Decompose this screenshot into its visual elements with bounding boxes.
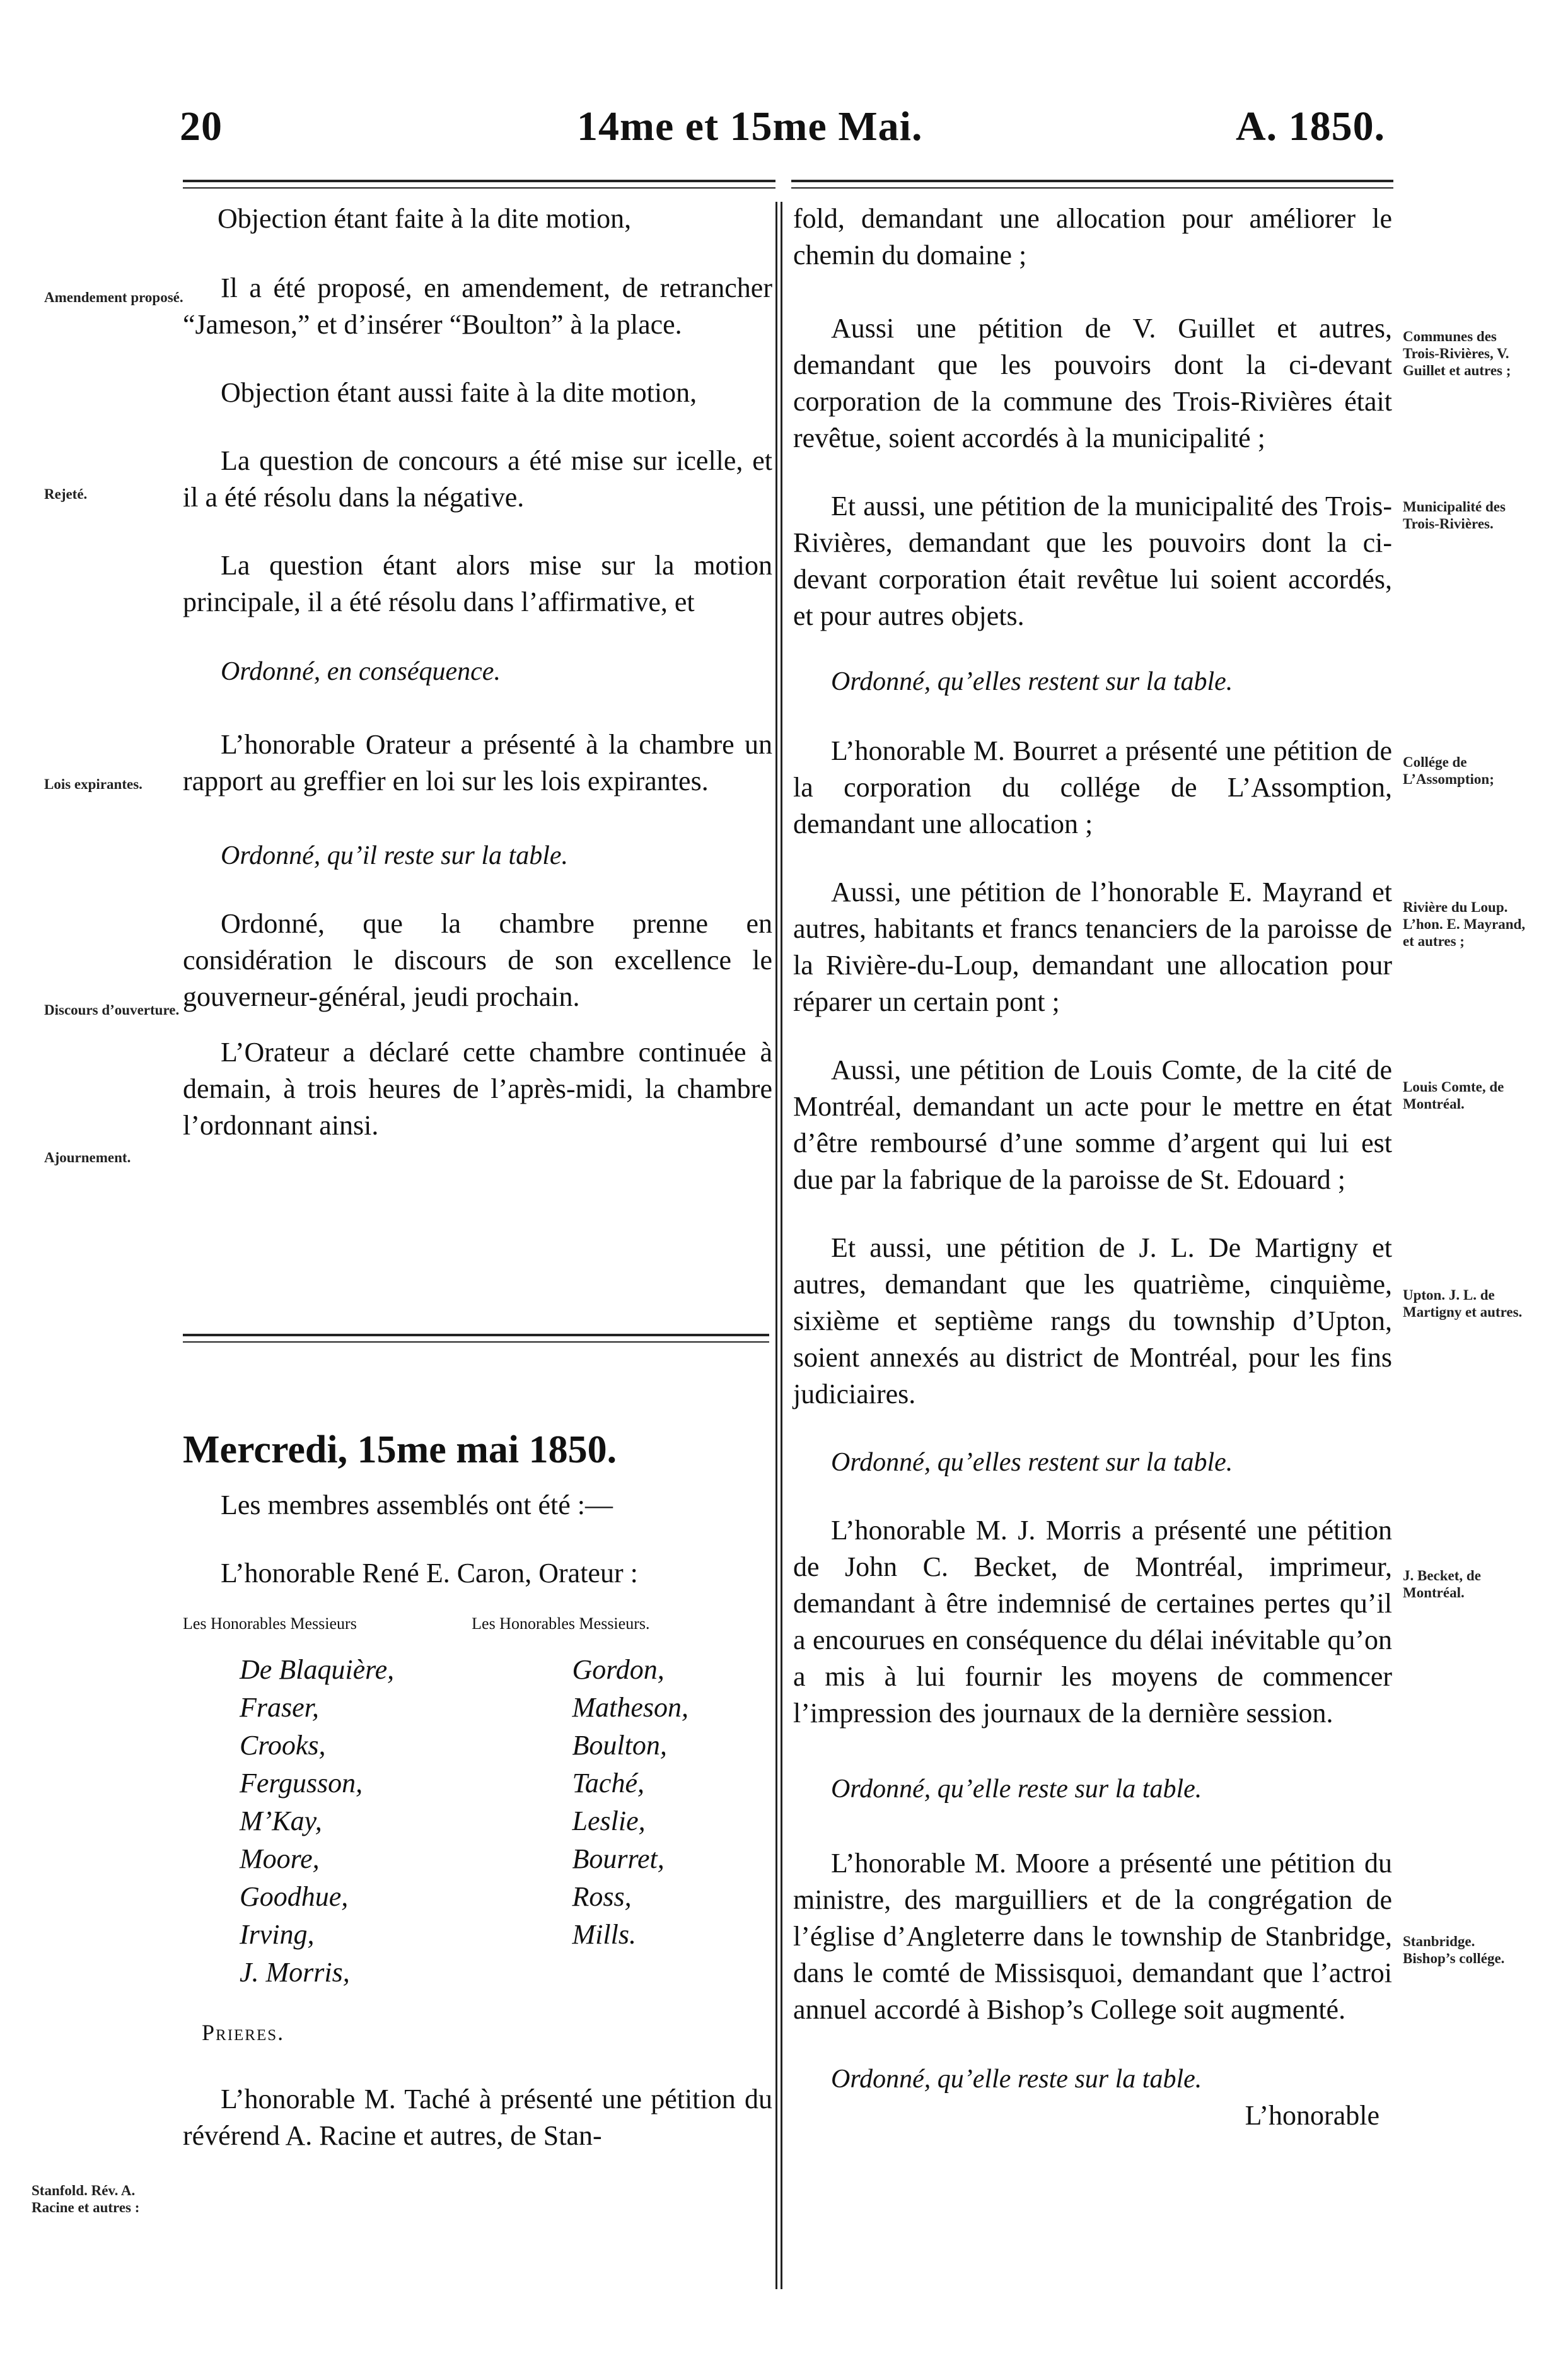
member-name: Leslie, bbox=[572, 1805, 646, 1836]
top-rule-right bbox=[791, 180, 1393, 189]
left-paragraph-13: L’honorable M. Taché à présenté une pétition du révérend A. Racine et autres, de Stan- bbox=[183, 2084, 772, 2151]
member-name: Boulton, bbox=[572, 1730, 667, 1761]
section-rule bbox=[183, 1334, 769, 1343]
members-right-list bbox=[478, 1651, 773, 1992]
page-number: 20 bbox=[180, 103, 223, 149]
member-name: Mills. bbox=[572, 1919, 636, 1950]
left-paragraph-5: La question étant alors mise sur la motion principale, il a été résolu dans l’affirmative, et bbox=[183, 550, 772, 617]
left-paragraph-2: Il a été proposé, en amendement, de retrancher “Jameson,” et d’insérer “Boulton” à la place. bbox=[183, 272, 772, 340]
left-paragraph-4: La question de concours a été mise sur icelle, et il a été résolu dans la négative. bbox=[183, 445, 772, 513]
right-paragraph-4: Ordonné, qu’elles restent sur la table. bbox=[831, 667, 1233, 696]
right-paragraph-8: Et aussi, une pétition de J. L. De Martigny et autres, demandant que les quatrième, cinquième, sixième et septième rangs du township d’Upton, soient annexés au district de Montréal, pour les fins judiciaires. bbox=[793, 1232, 1392, 1409]
margin-note-municipalite: Municipalité des Trois-Rivières. bbox=[1403, 499, 1506, 532]
margin-note-college: Collége de L’Assomption; bbox=[1403, 754, 1494, 787]
members-header-left: Les Honorables Messieurs bbox=[183, 1614, 357, 1633]
member-name: Crooks, bbox=[240, 1730, 326, 1761]
speaker-line: L’honorable René E. Caron, Orateur : bbox=[221, 1558, 638, 1589]
session-heading: Mercredi, 15me mai 1850. bbox=[183, 1428, 617, 1471]
top-rule-left bbox=[183, 180, 775, 189]
member-name: Fergusson, bbox=[240, 1768, 363, 1799]
member-name: Matheson, bbox=[572, 1692, 689, 1723]
right-paragraph-10: L’honorable M. J. Morris a présenté une pétition de John C. Becket, de Montréal, imprimeur, demandant à être indemnisé de certaines pertes qu’il a encourues en conséquence du délai inévitable qu’on a mis à lui fournir les moyens de commencer l’impression des journaux de la dernière session. bbox=[793, 1515, 1392, 1729]
left-paragraph-7: L’honorable Orateur a présenté à la chambre un rapport au greffier en loi sur les lois expirantes. bbox=[183, 729, 772, 796]
margin-note-louis-comte: Louis Comte, de Montréal. bbox=[1403, 1079, 1504, 1112]
margin-note-riviere-du-loup: Rivière du Loup. L’hon. E. Mayrand, et autres ; bbox=[1403, 899, 1526, 949]
right-paragraph-6: Aussi, une pétition de l’honorable E. Mayrand et autres, habitants et francs tenanciers de la paroisse de la Rivière-du-Loup, demandant une allocation pour réparer un certain pont ; bbox=[793, 877, 1392, 1017]
left-paragraph-8: Ordonné, qu’il reste sur la table. bbox=[221, 841, 569, 870]
member-name: De Blaquière, bbox=[240, 1654, 395, 1685]
member-name: J. Morris, bbox=[240, 1957, 350, 1988]
member-name: Goodhue, bbox=[240, 1881, 349, 1912]
left-paragraph-1: Objection étant faite à la dite motion, bbox=[218, 203, 632, 234]
member-name: Moore, bbox=[240, 1843, 320, 1874]
member-name: M’Kay, bbox=[240, 1805, 322, 1836]
left-paragraph-3: Objection étant aussi faite à la dite motion, bbox=[221, 377, 697, 408]
margin-note-amendement: Amendement proposé. bbox=[44, 289, 183, 305]
left-column bbox=[183, 201, 772, 1144]
right-paragraph-5: L’honorable M. Bourret a présenté une pétition de la corporation du collége de L’Assomption, demandant une allocation ; bbox=[793, 735, 1392, 839]
right-paragraph-13: Ordonné, qu’elle reste sur la table. bbox=[831, 2065, 1202, 2094]
right-paragraph-12: L’honorable M. Moore a présenté une pétition du ministre, des marguilliers et de la congrégation de l’église d’Angleterre dans le township de Stanbridge, dans le comté de Missisquoi, demandant que l’actroi annuel accordé à Bishop’s College soit augmenté. bbox=[793, 1848, 1392, 2025]
margin-note-discours: Discours d’ouverture. bbox=[44, 1002, 180, 1018]
member-name: Taché, bbox=[572, 1768, 644, 1799]
members-header-right: Les Honorables Messieurs. bbox=[472, 1614, 650, 1633]
left-paragraph-9: Ordonné, que la chambre prenne en considération le discours de son excellence le gouverneur-général, jeudi prochain. bbox=[183, 908, 772, 1012]
right-paragraph-7: Aussi, une pétition de Louis Comte, de la cité de Montréal, demandant un acte pour le mettre en état d’être remboursé d’une somme d’argent qui lui est due par la fabrique de la paroisse de St. Edouard ; bbox=[793, 1054, 1392, 1195]
margin-note-rejete: Rejeté. bbox=[44, 486, 88, 502]
margin-note-communes: Communes des Trois-Rivières, V. Guillet et autres ; bbox=[1403, 329, 1511, 378]
left-column-session bbox=[183, 1428, 772, 2154]
member-name: Irving, bbox=[240, 1919, 315, 1950]
margin-note-becket: J. Becket, de Montréal. bbox=[1403, 1568, 1481, 1601]
prieres-label: Prieres. bbox=[202, 2020, 285, 2045]
margin-note-upton: Upton. J. L. de Martigny et autres. bbox=[1403, 1287, 1523, 1320]
margin-note-lois-expirantes: Lois expirantes. bbox=[44, 776, 142, 792]
members-list bbox=[183, 1651, 772, 1992]
right-paragraph-1: fold, demandant une allocation pour améliorer le chemin du domaine ; bbox=[793, 203, 1392, 271]
margin-note-stanfold: Stanfold. Rév. A. Racine et autres : bbox=[32, 2183, 140, 2215]
members-left-list bbox=[183, 1651, 478, 1992]
right-paragraph-3: Et aussi, une pétition de la municipalité des Trois-Rivières, demandant que les pouvoirs dont la ci-devant corporation était revêtue lui soient accordés, et pour autres objets. bbox=[793, 491, 1392, 631]
column-divider bbox=[775, 202, 782, 2289]
right-paragraph-11: Ordonné, qu’elle reste sur la table. bbox=[831, 1775, 1202, 1804]
right-paragraph-14: L’honorable bbox=[1245, 2100, 1379, 2131]
right-column bbox=[793, 201, 1392, 2134]
member-name: Ross, bbox=[572, 1881, 632, 1912]
right-paragraph-9: Ordonné, qu’elles restent sur la table. bbox=[831, 1448, 1233, 1477]
member-name: Bourret, bbox=[572, 1843, 665, 1874]
page-date: 14me et 15me Mai. bbox=[577, 103, 923, 149]
page-year: A. 1850. bbox=[1236, 103, 1386, 149]
left-paragraph-10: L’Orateur a déclaré cette chambre continuée à demain, à trois heures de l’après-midi, la chambre l’ordonnant ainsi. bbox=[183, 1037, 772, 1141]
right-paragraph-2: Aussi une pétition de V. Guillet et autres, demandant que les pouvoirs dont la ci-devant corporation de la commune des Trois-Rivières était revêtue, soient accordés à la municipalité ; bbox=[793, 313, 1392, 453]
margin-note-ajournement: Ajournement. bbox=[44, 1150, 131, 1165]
left-paragraph-6: Ordonné, en conséquence. bbox=[221, 657, 501, 686]
member-name: Fraser, bbox=[240, 1692, 319, 1723]
members-intro: Les membres assemblés ont été :— bbox=[221, 1490, 613, 1520]
member-name: Gordon, bbox=[572, 1654, 665, 1685]
margin-note-stanbridge: Stanbridge. Bishop’s collége. bbox=[1403, 1933, 1505, 1966]
